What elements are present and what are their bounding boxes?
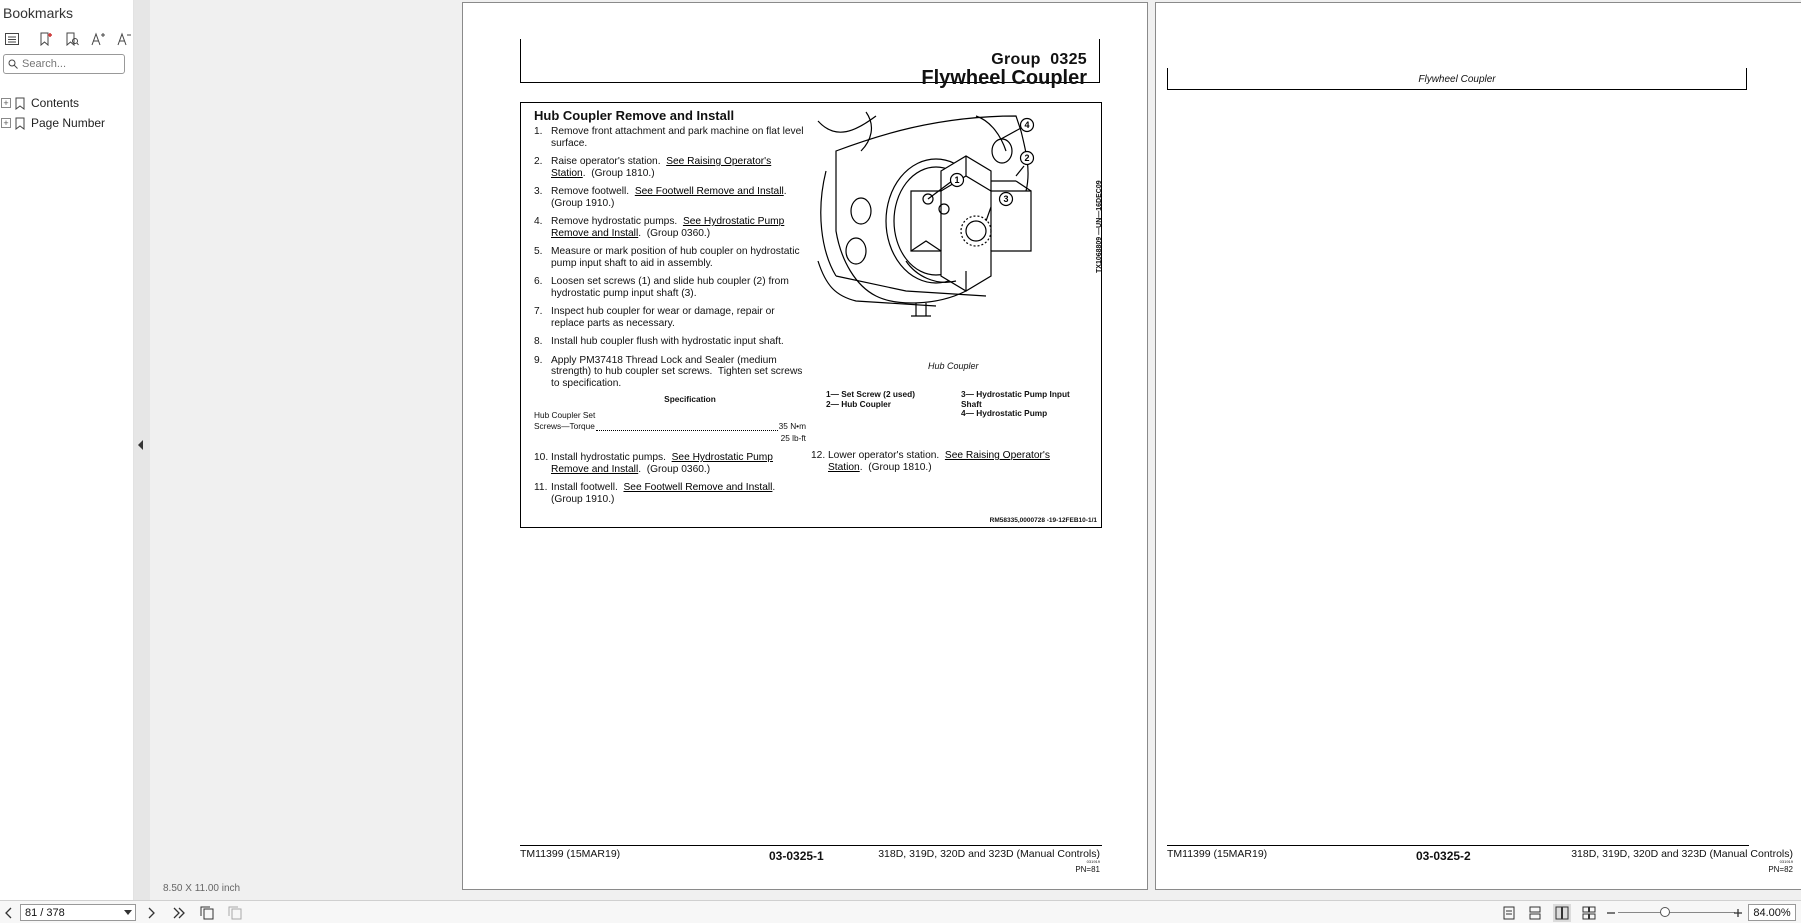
find-bookmark-icon[interactable] — [62, 29, 82, 49]
footer-models: 318D, 319D, 320D and 323D (Manual Controls) — [878, 848, 1100, 860]
zoom-in-button[interactable] — [1729, 904, 1747, 922]
reference-code: RM58335,0000728 -19-12FEB10-1/1 — [989, 517, 1097, 524]
continuous-page-icon — [1528, 906, 1542, 920]
procedure-step: 3. Remove footwell. See Footwell Remove and Install. (Group 1910.) — [534, 186, 793, 209]
page-header — [1167, 68, 1747, 90]
bookmark-icon — [15, 117, 25, 130]
document-page — [462, 2, 1148, 890]
bookmark-search-box[interactable] — [3, 54, 125, 74]
cross-reference-link[interactable]: See Hydrostatic Pump Remove and Install — [551, 216, 785, 239]
previous-page-button[interactable] — [0, 904, 18, 922]
two-page-continuous-button[interactable] — [1580, 904, 1598, 922]
footer-pn: PN=81 — [1075, 865, 1100, 874]
page-number-input[interactable]: 81 / 378 — [20, 904, 136, 921]
bookmark-label: Contents — [31, 96, 80, 110]
cross-reference-link[interactable]: See Raising Operator's Station — [551, 156, 772, 179]
procedure-step: 7. Inspect hub coupler for wear or damage, repair or replace parts as necessary. — [534, 306, 775, 329]
legend-item: 1— Set Screw (2 used) — [826, 389, 915, 399]
spec-row — [534, 421, 806, 433]
group-title: Flywheel Coupler — [921, 67, 1087, 89]
footer-manual-id: TM11399 (15MAR19) — [520, 848, 621, 860]
document-viewport[interactable] — [150, 0, 1801, 900]
bookmark-search-input[interactable] — [22, 58, 117, 70]
cross-reference-link[interactable]: See Raising Operator's Station — [828, 450, 1050, 473]
minus-icon — [1606, 908, 1616, 918]
chevron-right-icon — [147, 907, 155, 919]
zoom-level-input[interactable]: 84.00% — [1748, 904, 1796, 921]
increase-font-icon[interactable] — [88, 29, 108, 49]
expand-icon[interactable]: + — [1, 118, 11, 128]
bookmark-item-page-number[interactable] — [0, 114, 105, 132]
zoom-slider-track[interactable] — [1618, 912, 1735, 913]
header-title: Flywheel Coupler — [1418, 74, 1496, 85]
zoom-out-button[interactable] — [1602, 904, 1620, 922]
legend-item: 4— Hydrostatic Pump — [961, 408, 1048, 418]
bookmarks-panel — [0, 0, 134, 900]
extract-page-button[interactable] — [226, 904, 244, 922]
spec-value-metric: 35 N•m — [778, 421, 806, 431]
callout-label: 3 — [1003, 194, 1009, 204]
bookmarks-title: Bookmarks — [3, 5, 74, 21]
figure-id: TX1068809 —UN—16DEC09 — [1096, 180, 1103, 273]
continuous-view-button[interactable] — [1526, 904, 1544, 922]
procedure-step: 1. Remove front attachment and park machine on flat level surface. — [534, 126, 804, 149]
spec-value-imperial: 25 lb-ft — [780, 432, 806, 443]
spec-title: Specification — [664, 394, 716, 404]
legend-item: 3— Hydrostatic Pump Input Shaft — [961, 389, 1070, 409]
procedure-step: 6. Loosen set screws (1) and slide hub coupler (2) from hydrostatic pump input shaft (3). — [534, 276, 789, 299]
cross-reference-link[interactable]: See Footwell Remove and Install — [623, 482, 773, 493]
footer-rule — [1167, 845, 1749, 846]
procedure-step: 5. Measure or mark position of hub coupler on hydrostatic pump input shaft to aid in assembly. — [534, 246, 800, 269]
chevron-left-icon — [5, 907, 13, 919]
expand-icon[interactable]: + — [1, 98, 11, 108]
procedure-step: 12. Lower operator's station. See Raising Operator's Station. (Group 1810.) — [811, 450, 1050, 473]
add-bookmark-icon[interactable] — [36, 29, 56, 49]
procedure-step: 8. Install hub coupler flush with hydrostatic input shaft. — [534, 336, 784, 347]
decrease-font-icon[interactable] — [114, 29, 134, 49]
footer-models: 318D, 319D, 320D and 323D (Manual Controls) — [1571, 848, 1793, 860]
page-size-label: 8.50 X 11.00 inch — [163, 883, 241, 894]
double-chevron-right-icon — [172, 907, 186, 919]
spec-item-line1: Hub Coupler Set — [534, 409, 596, 420]
procedure-step: 10. Install hydrostatic pumps. See Hydrostatic Pump Remove and Install. (Group 0360.) — [534, 452, 773, 475]
section-title: Hub Coupler Remove and Install — [534, 108, 735, 123]
copy-icon — [200, 906, 215, 920]
footer-pn: PN=82 — [1768, 865, 1793, 874]
procedure-step: 11. Install footwell. See Footwell Remove and Install. (Group 1910.) — [534, 482, 781, 505]
bookmark-item-contents[interactable] — [0, 94, 79, 112]
copy-page-button[interactable] — [198, 904, 216, 922]
hub-coupler-illustration — [816, 111, 1096, 329]
callout-label: 2 — [1024, 153, 1030, 163]
cross-reference-link[interactable]: See Hydrostatic Pump Remove and Install — [551, 452, 773, 475]
page-header — [520, 39, 1100, 89]
search-icon — [8, 59, 18, 69]
last-page-button[interactable] — [170, 904, 188, 922]
figure-caption: Hub Coupler — [928, 361, 979, 371]
bookmark-label: Page Number — [31, 116, 106, 130]
footer-date-code: 031919 — [1779, 859, 1793, 864]
two-page-continuous-icon — [1582, 906, 1596, 920]
two-page-icon — [1555, 906, 1569, 920]
two-page-view-button[interactable] — [1553, 904, 1571, 922]
plus-icon — [1733, 908, 1743, 918]
bookmark-options-icon[interactable] — [2, 29, 22, 49]
procedure-step: 4. Remove hydrostatic pumps. See Hydrostatic Pump Remove and Install. (Group 0360.) — [534, 216, 785, 239]
procedure-step: 9. Apply PM37418 Thread Lock and Sealer (medium strength) to hub coupler set screws. Tighten set screws to specification. — [534, 354, 806, 389]
footer-page-number: 03-0325-2 — [1416, 849, 1471, 863]
bookmark-icon — [15, 97, 25, 110]
dropdown-icon[interactable] — [124, 910, 132, 915]
callout-label: 1 — [954, 175, 960, 185]
zoom-slider-thumb[interactable] — [1660, 907, 1670, 917]
next-page-button[interactable] — [142, 904, 160, 922]
torque-specification — [534, 394, 806, 444]
footer-rule — [520, 845, 1102, 846]
procedure-step: 2. Raise operator's station. See Raising Operator's Station. (Group 1810.) — [534, 156, 772, 179]
single-page-icon — [1502, 906, 1516, 920]
status-bar — [0, 900, 1801, 923]
collapse-panel-icon[interactable] — [137, 439, 145, 451]
procedure-steps — [534, 126, 806, 512]
single-page-view-button[interactable] — [1500, 904, 1518, 922]
callout-label: 4 — [1024, 120, 1030, 130]
legend-item: 2— Hub Coupler — [826, 398, 891, 409]
footer-page-number: 03-0325-1 — [769, 849, 824, 863]
bookmarks-toolbar — [2, 28, 134, 50]
footer-manual-id: TM11399 (15MAR19) — [1167, 848, 1268, 860]
footer-date-code: 031919 — [1086, 859, 1100, 864]
group-number: Group 0325 — [991, 51, 1087, 68]
page-extract-icon — [228, 906, 243, 920]
document-page — [1155, 2, 1801, 890]
spec-item-line2: Screws—Torque — [534, 421, 595, 431]
cross-reference-link[interactable]: See Footwell Remove and Install — [634, 186, 784, 197]
procedure-box — [520, 102, 1102, 528]
